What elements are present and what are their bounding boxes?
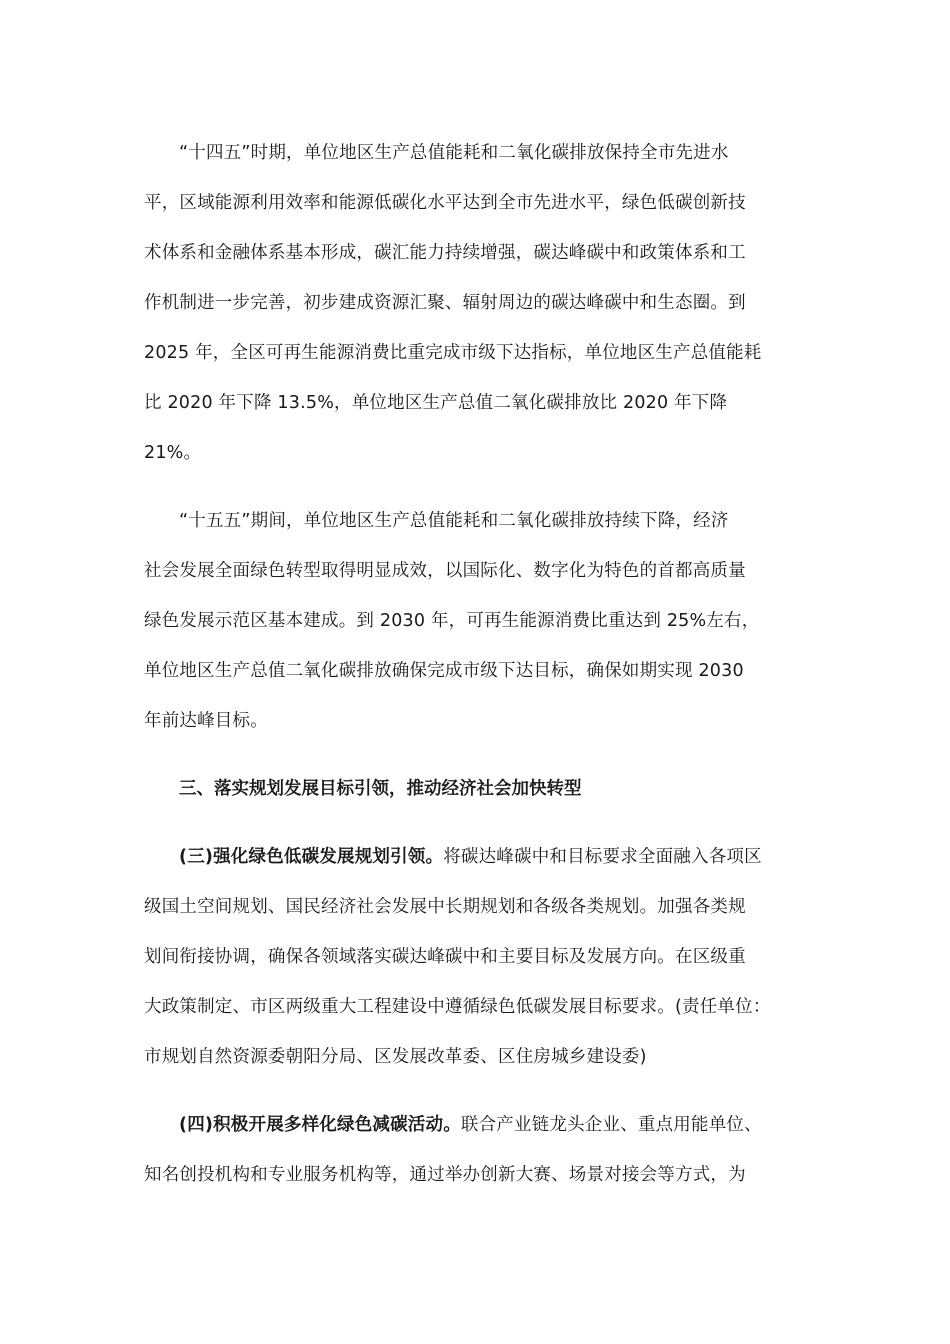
text-line — [144, 832, 820, 882]
text-line: 21%。 — [144, 443, 202, 463]
text-line: 2025 年，全区可再生能源消费比重完成市级下达指标，单位地区生产总值能耗 — [144, 343, 762, 363]
paragraph-lead: (三)强化绿色低碳发展规划引领。 — [179, 847, 444, 867]
text-line — [144, 1100, 820, 1150]
text-line: 年前达峰目标。 — [144, 711, 268, 731]
text-line: 平，区域能源利用效率和能源低碳化水平达到全市先进水平，绿色低碳创新技 — [144, 193, 746, 213]
text-line: 术体系和金融体系基本形成，碳汇能力持续增强，碳达峰碳中和政策体系和工 — [144, 243, 746, 263]
text-line: “十四五”时期，单位地区生产总值能耗和二氧化碳排放保持全市先进水 — [179, 143, 729, 163]
section-heading: 三、落实规划发展目标引领，推动经济社会加快转型 — [179, 779, 582, 799]
paragraph-text: 将碳达峰碳中和目标要求全面融入各项区 — [443, 847, 762, 867]
paragraph-carbon-activities — [144, 1100, 820, 1200]
paragraph-planning-guidance — [144, 832, 820, 1082]
text-line: 市规划自然资源委朝阳分局、区发展改革委、区住房城乡建设委) — [144, 1047, 647, 1067]
text-line: 知名创投机构和专业服务机构等，通过举办创新大赛、场景对接会等方式，为 — [144, 1165, 746, 1185]
text-line: 比 2020 年下降 13.5%，单位地区生产总值二氧化碳排放比 2020 年下降 — [144, 393, 728, 413]
paragraph-text: 联合产业链龙头企业、重点用能单位、 — [460, 1115, 762, 1135]
paragraph-14th-five-year — [144, 128, 820, 478]
paragraph-15th-five-year — [144, 496, 820, 746]
document-body — [144, 128, 820, 1200]
text-line: 大政策制定、市区两级重大工程建设中遵循绿色低碳发展目标要求。(责任单位： — [144, 997, 771, 1017]
text-line: 社会发展全面绿色转型取得明显成效，以国际化、数字化为特色的首都高质量 — [144, 561, 746, 581]
text-line: “十五五”期间，单位地区生产总值能耗和二氧化碳排放持续下降，经济 — [179, 511, 729, 531]
text-line: 划间衔接协调，确保各领域落实碳达峰碳中和主要目标及发展方向。在区级重 — [144, 947, 746, 967]
text-line: 作机制进一步完善，初步建成资源汇聚、辐射周边的碳达峰碳中和生态圈。到 — [144, 293, 746, 313]
text-line: 单位地区生产总值二氧化碳排放确保完成市级下达目标，确保如期实现 2030 — [144, 661, 744, 681]
paragraph-lead: (四)积极开展多样化绿色减碳活动。 — [179, 1115, 461, 1135]
text-line: 级国土空间规划、国民经济社会发展中长期规划和各级各类规划。加强各类规 — [144, 897, 746, 917]
text-line: 绿色发展示范区基本建成。到 2030 年，可再生能源消费比重达到 25%左右， — [144, 611, 760, 631]
